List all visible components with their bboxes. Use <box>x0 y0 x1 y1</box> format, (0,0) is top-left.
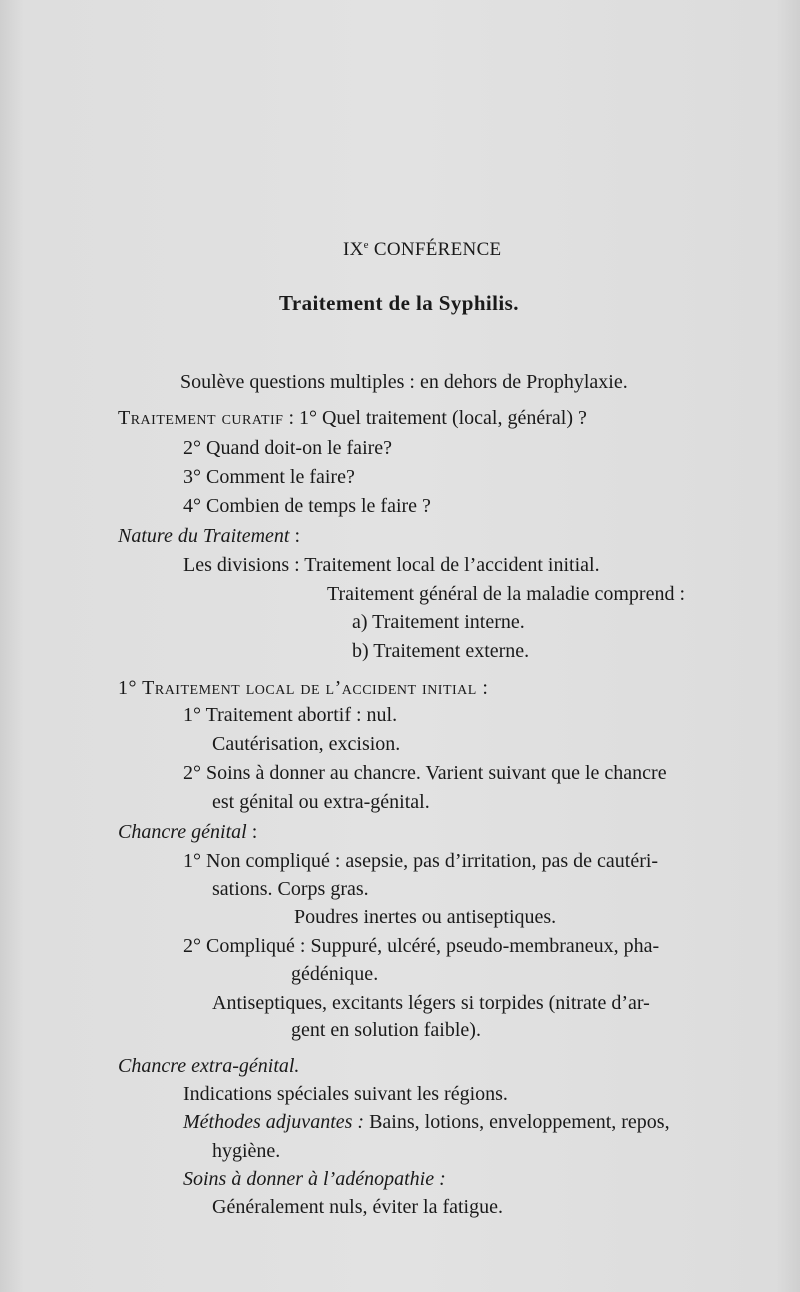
nature-rest: : <box>289 525 301 547</box>
divisions-line: Les divisions : Traitement local de l’accident initial. <box>183 554 600 576</box>
non-complique-line-2: sations. Corps gras. <box>212 878 369 900</box>
chapter-subtitle: Traitement de la Syphilis. <box>279 291 519 315</box>
question-4: 4° Combien de temps le faire ? <box>183 495 431 517</box>
methodes-rest: Bains, lotions, enveloppement, repos, <box>364 1111 670 1133</box>
complique-line-2: gédénique. <box>291 963 379 985</box>
title-rest: CONFÉRENCE <box>368 239 502 260</box>
methodes-label: Méthodes adjuvantes : <box>183 1111 365 1133</box>
general-line: Traitement général de la maladie comprend : <box>327 583 686 605</box>
abortif-line: 1° Traitement abortif : nul. <box>183 704 398 726</box>
chancre-extra-genital-heading: Chancre extra-génital. <box>118 1055 300 1077</box>
traitement-curatif-line <box>118 406 587 430</box>
poudres-line: Poudres inertes ou antiseptiques. <box>294 906 557 928</box>
indications-line: Indications spéciales suivant les régions. <box>183 1083 508 1105</box>
externe-line: b) Traitement externe. <box>352 640 530 662</box>
question-3: 3° Comment le faire? <box>183 466 355 488</box>
traitement-local-heading: 1° Traitement local de l’accident initial : <box>118 677 489 699</box>
soins-line-1: 2° Soins à donner au chancre. Varient suivant que le chancre <box>183 762 667 784</box>
nature-line <box>118 524 300 548</box>
non-complique-line-1: 1° Non compliqué : asepsie, pas d’irritation, pas de cautéri- <box>183 850 659 872</box>
soins-adenopathie-line: Soins à donner à l’adénopathie : <box>183 1168 446 1190</box>
traitement-curatif-label: Traitement curatif <box>118 407 284 429</box>
nature-label: Nature du Traitement <box>118 525 290 547</box>
question-2: 2° Quand doit-on le faire? <box>183 437 393 459</box>
chancre-genital-rest: : <box>246 821 258 843</box>
antiseptiques-line-1: Antiseptiques, excitants légers si torpides (nitrate d’ar- <box>212 992 650 1014</box>
title-roman: IX <box>343 239 364 260</box>
generalement-line: Généralement nuls, éviter la fatigue. <box>212 1196 503 1218</box>
chapter-title <box>343 233 501 262</box>
title-sup: e <box>363 239 369 251</box>
interne-line: a) Traitement interne. <box>352 611 525 633</box>
chancre-genital-line <box>118 820 257 844</box>
soins-line-2: est génital ou extra-génital. <box>212 791 430 813</box>
methodes-line <box>183 1110 670 1134</box>
antiseptiques-line-2: gent en solution faible). <box>291 1019 481 1041</box>
intro-line: Soulève questions multiples : en dehors de Prophylaxie. <box>180 371 628 393</box>
cauterisation-line: Cautérisation, excision. <box>212 733 401 755</box>
traitement-curatif-rest: : 1° Quel traitement (local, général) ? <box>283 407 587 429</box>
chancre-genital-label: Chancre génital <box>118 821 247 843</box>
complique-line-1: 2° Compliqué : Suppuré, ulcéré, pseudo-membraneux, pha- <box>183 935 660 957</box>
hygiene-line: hygiène. <box>212 1140 281 1162</box>
